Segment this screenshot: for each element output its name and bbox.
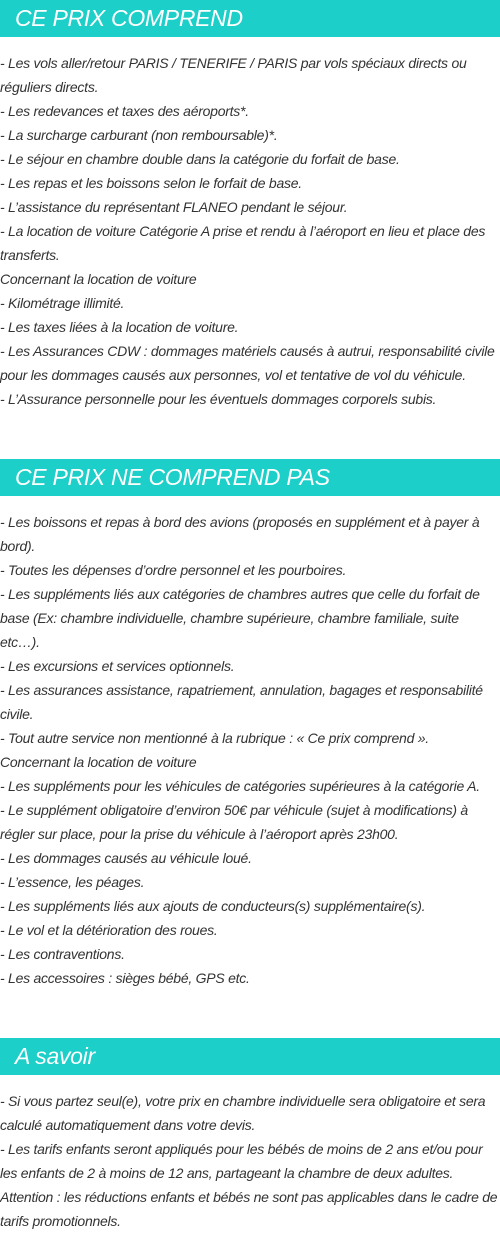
list-item: - Les vols aller/retour PARIS / TENERIFE / PARIS par vols spéciaux directs ou réguliers directs. (0, 55, 467, 95)
section-title: A savoir (0, 1038, 500, 1075)
list-item: - Le séjour en chambre double dans la catégorie du forfait de base. (0, 151, 400, 167)
list-item: Concernant la location de voiture (0, 754, 197, 770)
list-item: - Les excursions et services optionnels. (0, 658, 235, 674)
list-item: - Les suppléments pour les véhicules de catégories supérieures à la catégorie A. (0, 778, 480, 794)
list-item: - La location de voiture Catégorie A prise et rendu à l’aéroport en lieu et place des transferts. (0, 223, 486, 263)
list-item: - L’assistance du représentant FLANEO pendant le séjour. (0, 199, 348, 215)
list-item: - Tout autre service non mentionné à la rubrique : « Ce prix comprend ». (0, 730, 429, 746)
list-item: - Le vol et la détérioration des roues. (0, 922, 218, 938)
list-item: Attention : les réductions enfants et bébés ne sont pas applicables dans le cadre de tarifs promotionnels. (0, 1189, 498, 1229)
list-item: - Les accessoires : sièges bébé, GPS etc. (0, 970, 250, 986)
section-price-includes (0, 0, 500, 411)
item-list (0, 496, 500, 990)
list-item: - Kilométrage illimité. (0, 295, 125, 311)
list-item: - Les suppléments liés aux catégories de chambres autres que celle du forfait de base (Ex: chambre individuelle, chambre supérieure, chambre familiale, suite etc…). (0, 586, 480, 650)
section-good-to-know (0, 1038, 500, 1233)
list-item: - Les assurances assistance, rapatriement, annulation, bagages et responsabilité civile. (0, 682, 483, 722)
list-item: - Les dommages causés au véhicule loué. (0, 850, 252, 866)
list-item: - Le supplément obligatoire d’environ 50€ par véhicule (sujet à modifications) à régler sur place, pour la prise du véhicule à l’aéroport après 23h00. (0, 802, 468, 842)
list-item: - Les repas et les boissons selon le forfait de base. (0, 175, 302, 191)
item-list (0, 37, 500, 411)
section-price-excludes (0, 459, 500, 990)
list-item: - Les tarifs enfants seront appliqués pour les bébés de moins de 2 ans et/ou pour les enfants de 2 à moins de 12 ans, partageant la chambre de deux adultes. (0, 1141, 483, 1181)
list-item: - La surcharge carburant (non remboursable)*. (0, 127, 278, 143)
list-item: - Les suppléments liés aux ajouts de conducteurs(s) supplémentaire(s). (0, 898, 426, 914)
section-title: CE PRIX NE COMPREND PAS (0, 459, 500, 496)
list-item: - Toutes les dépenses d’ordre personnel et les pourboires. (0, 562, 347, 578)
list-item: Concernant la location de voiture (0, 271, 197, 287)
list-item: - L’Assurance personnelle pour les éventuels dommages corporels subis. (0, 391, 437, 407)
list-item: - L’essence, les péages. (0, 874, 145, 890)
list-item: - Les taxes liées à la location de voiture. (0, 319, 239, 335)
item-list (0, 1075, 500, 1233)
list-item: - Les redevances et taxes des aéroports*. (0, 103, 249, 119)
section-title: CE PRIX COMPREND (0, 0, 500, 37)
list-item: - Les Assurances CDW : dommages matériels causés à autrui, responsabilité civile pour les dommages causés aux personnes, vol et tentative de vol du véhicule. (0, 343, 495, 383)
list-item: - Les boissons et repas à bord des avions (proposés en supplément et à payer à bord). (0, 514, 480, 554)
list-item: - Si vous partez seul(e), votre prix en chambre individuelle sera obligatoire et sera calculé automatiquement dans votre devis. (0, 1093, 486, 1133)
list-item: - Les contraventions. (0, 946, 125, 962)
